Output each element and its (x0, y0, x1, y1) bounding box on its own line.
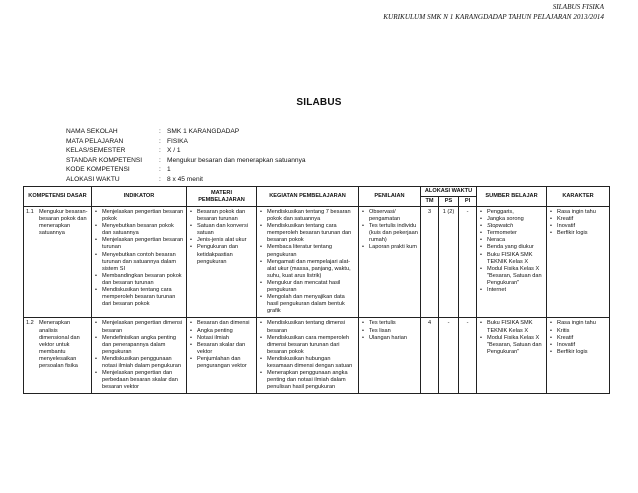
list-item: • Jangka sorong (479, 216, 544, 223)
info-row-class (66, 146, 306, 156)
list-item: • Menjelaskan pengertian besaran pokok (94, 209, 184, 223)
info-value: 8 x 45 menit (167, 175, 203, 183)
info-label: KELAS/SEMESTER (66, 147, 126, 155)
tm-cell: 4 (421, 318, 439, 394)
list-item: • Kritis (549, 328, 607, 335)
list-item: • Membandingkan besaran pokok dan besaran turunan (94, 273, 184, 287)
table-row (24, 318, 610, 394)
list-item: • Membaca literatur tentang pengukuran (259, 244, 356, 258)
list-item: • Kreatif (549, 216, 607, 223)
list-item: • Tes tertulis (361, 320, 418, 327)
info-colon: : (159, 175, 161, 183)
info-row-standard (66, 156, 306, 166)
list-item: • Penggaris, (479, 209, 544, 216)
list-item: • Termometer (479, 230, 544, 237)
header-kegiatan: KEGIATAN PEMBELAJARAN (257, 187, 359, 207)
info-row-subject (66, 137, 306, 147)
list-item: • Penjumlahan dan pengurangan vektor (189, 356, 254, 370)
kd-text: Menerapkan analisis dimensional dan vektor untuk membantu menyelesaikan persoalan fisika (39, 320, 80, 369)
list-item: • Menerapkan penggunaan angka penting dan notasi ilmiah dalam penulisan hasil pengukuran (259, 370, 356, 391)
info-label: MATA PELAJARAN (66, 137, 124, 145)
list-item: • Berfikir logis (549, 230, 607, 237)
list-item: • Neraca (479, 237, 544, 244)
kegiatan-cell (257, 318, 359, 394)
list-item: • Ulangan harian (361, 335, 418, 342)
kegiatan-cell (257, 207, 359, 318)
info-value: Mengukur besaran dan menerapkan satuannya (167, 156, 306, 164)
list-item: • Berfikir logis (549, 349, 607, 356)
ps-cell: 1 (2) (439, 207, 459, 318)
list-item: • Mendiskusikan tentang cara memperoleh besaran turunan dari besaran pokok (94, 287, 184, 308)
info-row-school (66, 127, 306, 137)
list-item: • Menjelaskan pengertian dan perbedaan besaran skalar dan besaran vektor (94, 370, 184, 391)
info-label: ALOKASI WAKTU (66, 175, 120, 183)
header-penilaian: PENILAIAN (359, 187, 421, 207)
list-item: • Buku FISIKA SMK TEKNIK Kelas X (479, 320, 544, 334)
materi-cell (187, 207, 257, 318)
list-item: • Besaran dan dimensi (189, 320, 254, 327)
penilaian-cell (359, 207, 421, 318)
list-item: • Mendiskusikan tentang 7 besaran pokok dan satuannya (259, 209, 356, 223)
list-item: • Besaran pokok dan besaran turunan (189, 209, 254, 223)
info-label: NAMA SEKOLAH (66, 128, 118, 135)
list-item: • Satuan dan konversi satuan (189, 223, 254, 237)
syllabus-table (23, 186, 610, 394)
header-pi: PI (459, 197, 477, 207)
list-item: • Kreatif (549, 335, 607, 342)
header-sumber-belajar: SUMBER BELAJAR (477, 187, 547, 207)
kd-number: 1.2 (26, 320, 34, 327)
header-ps: PS (439, 197, 459, 207)
karakter-cell (547, 318, 610, 394)
list-item: • Internet (479, 287, 544, 294)
list-item: • Mengamati dan mempelajari alat-alat ukur (massa, panjang, waktu, suhu, kuat arus listrik) (259, 259, 356, 280)
info-colon: : (159, 147, 161, 155)
list-item: • Inovatif (549, 223, 607, 230)
list-item: • Menjelaskan pengertian besaran turunan (94, 237, 184, 251)
list-item: • Menyebutkan besaran pokok dan satuannya (94, 223, 184, 237)
list-item: • Observasi/ pengamatan (361, 209, 418, 223)
info-label: STANDAR KOMPETENSI (66, 156, 143, 164)
kd-number: 1.1 (26, 209, 34, 215)
ps-cell: - (439, 318, 459, 394)
header-karakter: KARAKTER (547, 187, 610, 207)
header-line-2: KURIKULUM SMK N 1 KARANGDADAP TAHUN PELAJARAN 2013/2014 (383, 13, 604, 21)
list-item: • Modul Fisika Kelas X "Besaran, Satuan dan Pengukuran" (479, 266, 544, 287)
pi-cell: - (459, 207, 477, 318)
indikator-cell (92, 318, 187, 394)
info-colon: : (159, 128, 161, 135)
list-item: • Mendiskusikan hubungan kesamaan dimensi dengan satuan (259, 356, 356, 370)
kompetensi-cell (24, 207, 92, 318)
list-item: • Inovatif (549, 342, 607, 349)
info-value: 1 (167, 166, 171, 174)
header-line-1: SILABUS FISIKA (552, 3, 604, 11)
sumber-cell (477, 207, 547, 318)
list-item: • Rasa ingin tahu (549, 209, 607, 216)
list-item: • Besaran skalar dan vektor (189, 342, 254, 356)
list-item: • Modul Fisika Kelas X "Besaran, Satuan dan Pengukuran" (479, 335, 544, 356)
list-item: • Angka penting (189, 328, 254, 335)
tm-cell: 3 (421, 207, 439, 318)
pi-cell: - (459, 318, 477, 394)
karakter-cell (547, 207, 610, 318)
header-materi: MATERI PEMBELAJARAN (187, 187, 257, 207)
list-item: • Benda yang diukur (479, 244, 544, 251)
list-item: • Mengukur dan mencatat hasil pengukuran (259, 280, 356, 294)
table-row (24, 207, 610, 318)
list-item: • Stopwatch (479, 223, 544, 230)
info-colon: : (159, 156, 161, 164)
info-colon: : (159, 166, 161, 174)
list-item: • Mendiskusikan tentang dimensi besaran (259, 320, 356, 334)
list-item: • Mendiskusikan penggunaan notasi ilmiah dalam pengukuran (94, 356, 184, 370)
info-value: SMK 1 KARANGDADAP (167, 128, 240, 135)
info-colon: : (159, 137, 161, 145)
kompetensi-cell (24, 318, 92, 394)
list-item: • Buku FISIKA SMK TEKNIK Kelas X (479, 252, 544, 266)
list-item: • Laporan prakti kum (361, 244, 418, 251)
list-item: • Menjelaskan pengertian dimensi besaran (94, 320, 184, 334)
indikator-cell (92, 207, 187, 318)
list-item: • Mendiskusikan cara memperoleh dimensi besaran turunan dari besaran pokok (259, 335, 356, 356)
list-item: • Mengolah dan menyajikan data hasil pengukuran dalam bentuk grafik (259, 294, 356, 315)
list-item: • Rasa ingin tahu (549, 320, 607, 327)
list-item: • Notasi ilmiah (189, 335, 254, 342)
list-item: • Tes lisan (361, 328, 418, 335)
list-item: • Menyebutkan contoh besaran turunan dan satuannya dalam sistem SI (94, 252, 184, 273)
info-label: KODE KOMPETENSI (66, 166, 130, 174)
list-item: • Tes tertulis individu (kuis dan pekerjaan rumah) (361, 223, 418, 244)
materi-cell (187, 318, 257, 394)
info-value: FISIKA (167, 137, 188, 145)
identity-block (66, 127, 306, 185)
header-indikator: INDIKATOR (92, 187, 187, 207)
sumber-cell (477, 318, 547, 394)
info-row-code (66, 165, 306, 175)
list-item: • Mendiskusikan tentang cara memperoleh besaran turunan dan besaran pokok (259, 223, 356, 244)
header-tm: TM (421, 197, 439, 207)
list-item: • Mendefinisikan angka penting dan penerapannya dalam pengukuran (94, 335, 184, 356)
page-title: SILABUS (296, 97, 342, 108)
header-kompetensi-dasar: KOMPETENSI DASAR (24, 187, 92, 207)
kd-text: Mengukur besaran-besaran pokok dan menerapkan satuannya (39, 209, 88, 237)
penilaian-cell (359, 318, 421, 394)
info-row-time (66, 175, 306, 185)
header-alokasi-waktu: ALOKASI WAKTU (421, 187, 477, 197)
info-value: X / 1 (167, 147, 181, 155)
list-item: • Pengukuran dan ketidakpastian pengukuran (189, 244, 254, 265)
list-item: • Jenis-jenis alat ukur (189, 237, 254, 244)
